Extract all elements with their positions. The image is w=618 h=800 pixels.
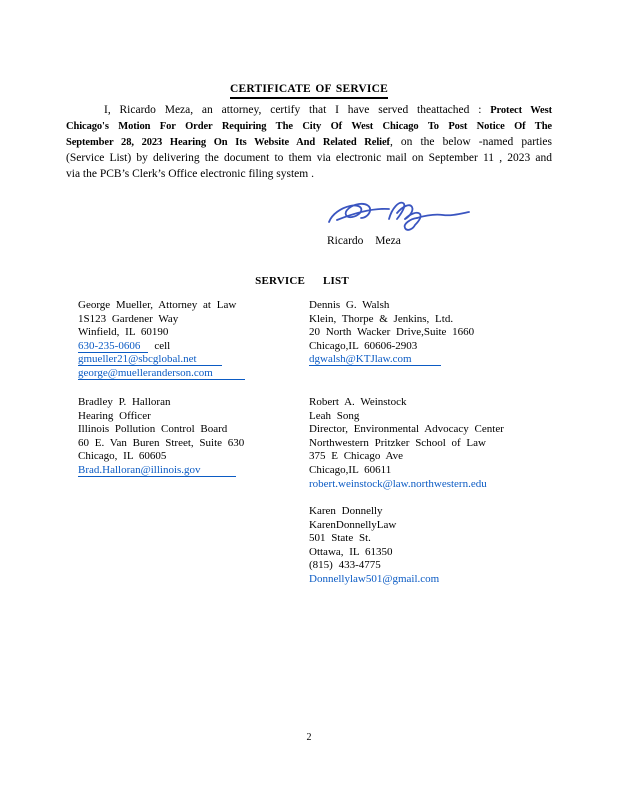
contact-line: Karen Donnelly <box>309 505 383 517</box>
certification-line-3-normal: , on the below -named parties <box>389 136 552 148</box>
contact-line: 501 State St. <box>309 532 371 545</box>
phone-suffix-label: cell <box>154 339 171 352</box>
email-link[interactable]: george@muelleranderson.com <box>78 367 245 380</box>
contact-line: Ottawa, IL 61350 <box>309 545 393 558</box>
certification-line-1-normal: I, Ricardo Meza, an attorney, certify that I have served theattached : <box>104 104 482 116</box>
contact-robert-weinstock <box>309 396 579 491</box>
contact-dennis-walsh <box>309 299 559 367</box>
email-link[interactable]: dgwalsh@KTJlaw.com <box>309 353 441 366</box>
certification-line-2-bold: Chicago's Motion For Order Requiring The City Of West Chicago To Post Notice Of The <box>66 121 552 132</box>
certificate-title-wrap <box>0 79 618 99</box>
email-link[interactable]: Donnellylaw501@gmail.com <box>309 572 440 585</box>
contact-line: Chicago,IL 60606-2903 <box>309 339 418 352</box>
contact-line: Chicago,IL 60611 <box>309 463 392 476</box>
email-link[interactable]: Brad.Halloran@illinois.gov <box>78 464 236 477</box>
contact-line: 1S123 Gardener Way <box>78 312 179 325</box>
contact-line: KarenDonnellyLaw <box>309 518 397 531</box>
contact-line: Dennis G. Walsh <box>309 299 390 311</box>
contact-bradley-halloran <box>78 396 318 478</box>
contact-line: Robert A. Weinstock <box>309 396 407 408</box>
email-link[interactable]: gmueller21@sbcglobal.net <box>78 353 222 366</box>
contact-line: Klein, Thorpe & Jenkins, Ltd. <box>309 312 454 325</box>
certificate-title: CERTIFICATE OF SERVICE <box>230 83 388 99</box>
contact-line: 375 E Chicago Ave <box>309 450 404 463</box>
certification-line-2 <box>66 118 552 134</box>
certification-line-5: via the PCB’s Clerk’s Office electronic filing system . <box>66 168 314 180</box>
contact-email-line <box>309 478 579 492</box>
email-link[interactable]: robert.weinstock@law.northwestern.edu <box>309 477 487 490</box>
certification-paragraph <box>66 102 552 182</box>
certification-line-4: (Service List) by delivering the document to them via electronic mail on September 11 , 2023 and <box>66 152 552 164</box>
contact-line: (815) 433-4775 <box>309 559 381 572</box>
signatory-name: Ricardo Meza <box>327 235 401 247</box>
contact-email-line <box>78 464 318 478</box>
contact-line: Leah Song <box>309 409 360 422</box>
contact-line: 60 E. Van Buren Street, Suite 630 <box>78 436 245 449</box>
contact-line: Chicago, IL 60605 <box>78 450 167 463</box>
certification-line-1 <box>66 102 552 118</box>
certification-line-3 <box>66 134 552 150</box>
signature-ink-image <box>323 191 475 235</box>
certification-line-3-bold: September 28, 2023 Hearing On Its Website And Related Relief <box>66 137 390 148</box>
contact-line: Bradley P. Halloran <box>78 396 171 408</box>
contact-phone-line <box>78 340 308 354</box>
contact-line: Winfield, IL 60190 <box>78 326 169 339</box>
service-list-heading-wrap <box>0 271 604 289</box>
contact-karen-donnelly <box>309 505 549 587</box>
certification-line-1-bold: Protect West <box>490 105 552 116</box>
contact-george-mueller <box>78 299 308 381</box>
contact-line: Hearing Officer <box>78 409 151 422</box>
contact-line: Illinois Pollution Control Board <box>78 423 228 436</box>
contact-email-line <box>78 353 308 367</box>
contact-line: Director, Environmental Advocacy Center <box>309 423 504 436</box>
contact-line: 20 North Wacker Drive,Suite 1660 <box>309 326 475 339</box>
service-list-heading: SERVICE LIST <box>255 275 349 287</box>
contact-line: George Mueller, Attorney at Law <box>78 299 237 311</box>
phone-link[interactable]: 630-235-0606 <box>78 340 148 353</box>
contact-email-line <box>309 353 559 367</box>
contact-email-line <box>309 573 549 587</box>
contact-email-line <box>78 367 308 381</box>
contact-line: Northwestern Pritzker School of Law <box>309 436 486 449</box>
page-number: 2 <box>306 732 312 743</box>
